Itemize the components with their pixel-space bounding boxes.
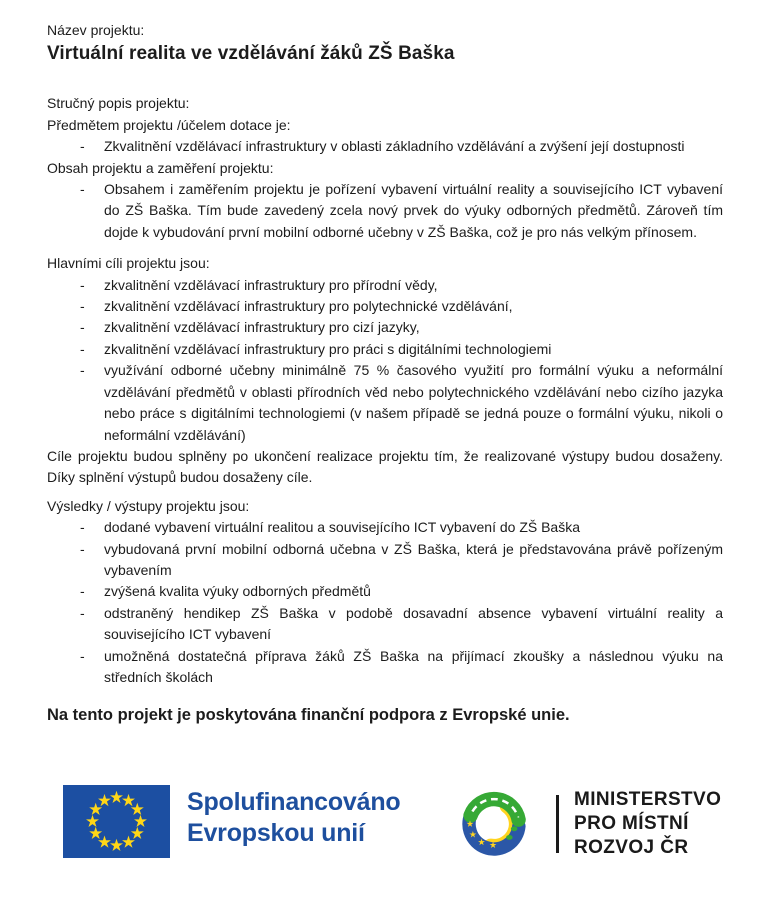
list-item: [47, 646, 723, 689]
purpose-label: Předmětem projektu /účelem dotace je:: [47, 116, 291, 133]
bullet-dash: -: [80, 298, 85, 315]
list-item: [47, 517, 723, 538]
spacer: [47, 67, 723, 93]
list-item: [47, 275, 723, 296]
spacer: [47, 688, 723, 702]
funding-note: Na tento projekt je poskytována finanční podpora z Evropské unie.: [47, 706, 570, 725]
list-item: [47, 603, 723, 646]
list-item: [47, 179, 723, 243]
eu-cofunded-line1: Spolufinancováno: [187, 788, 401, 817]
content-label: Obsah projektu a zaměření projektu:: [47, 159, 274, 176]
mmr-text: [574, 788, 721, 860]
eu-cofunded-line2: Evropskou unií: [187, 819, 365, 848]
list-item: [47, 539, 723, 582]
list-item-text: zkvalitnění vzdělávací infrastruktury pro práci s digitálními technologiemi: [104, 340, 552, 357]
footer-logos: [0, 783, 768, 873]
divider: [556, 795, 559, 853]
spacer: [47, 489, 723, 496]
bullet-dash: -: [80, 583, 85, 600]
bullet-dash: -: [80, 362, 85, 379]
list-item-text: zvýšená kvalita výuky odborných předmětů: [104, 583, 371, 600]
list-item-text: zkvalitnění vzdělávací infrastruktury pro cizí jazyky,: [104, 319, 420, 336]
eu-cofunded-text: [187, 785, 400, 849]
bullet-dash: -: [80, 319, 85, 336]
bullet-dash: -: [80, 181, 85, 198]
list-item: [47, 339, 723, 360]
bullet-dash: -: [80, 276, 85, 293]
project-title: Virtuální realita ve vzdělávání žáků ZŠ Baška: [47, 43, 455, 65]
list-item-text: odstraněný hendikep ZŠ Baška v podobě dosavadní absence vybavení virtuální reality a souvisejícího ICT vybavení: [104, 604, 723, 643]
eu-cofunded-logo: [63, 785, 400, 858]
goals-closing: Cíle projektu budou splněny po ukončení realizace projektu tím, že realizované výstupy budou dosaženy. Díky splnění výstupů budou dosaženy cíle.: [47, 447, 723, 486]
bullet-dash: -: [80, 604, 85, 621]
brief-label: Stručný popis projektu:: [47, 95, 190, 112]
mmr-logo: [446, 785, 721, 863]
eu-flag-icon: [63, 785, 170, 858]
list-item: [47, 317, 723, 338]
bullet-dash: -: [80, 540, 85, 557]
list-item: [47, 136, 723, 157]
list-item-text: Obsahem i zaměřením projektu je pořízení vybavení virtuální reality a souvisejícího ICT vybavení do ZŠ Baška. Tím bude zavedený zcela nový prvek do výuky odborných předmětů. Zároveň tím dojde k vybudování první mobilní odborné učebny v ZŠ Baška, což je pro nás velkým přínosem.: [104, 181, 723, 240]
spacer: [47, 243, 723, 253]
list-item-text: Zkvalitnění vzdělávací infrastruktury v oblasti základního vzdělávání a zvýšení její dostupnosti: [104, 138, 685, 155]
list-item-text: zkvalitnění vzdělávací infrastruktury pro přírodní vědy,: [104, 276, 438, 293]
goals-label: Hlavními cíli projektu jsou:: [47, 255, 210, 272]
results-label: Výsledky / výstupy projektu jsou:: [47, 497, 250, 514]
bullet-dash: -: [80, 340, 85, 357]
list-item-text: umožněná dostatečná příprava žáků ZŠ Baška na přijímací zkoušky a následnou výuku na středních školách: [104, 647, 723, 685]
list-item: [47, 360, 723, 446]
bullet-dash: -: [80, 519, 85, 536]
list-item-text: vybudovaná první mobilní odborná učebna v ZŠ Baška, která je představována právě pořízeným vybavením: [104, 540, 723, 578]
list-item-text: dodané vybavení virtuální realitou a souvisejícího ICT vybavení do ZŠ Baška: [104, 519, 581, 536]
mmr-line1: MINISTERSTVO: [574, 789, 722, 811]
list-item-text: využívání odborné učebny minimálně 75 % časového využití pro formální výuku a neformální vzdělávání předmětů v oblasti přírodních věd nebo polytechnického vzdělávání nebo cizího jazyka nebo práce s digitálními technologiemi (v našem případě se jedná pouze o formální výuku, nikoli o neformální vzdělávání): [104, 362, 723, 443]
mmr-line2: PRO MÍSTNÍ: [574, 813, 689, 835]
mmr-line3: ROZVOJ ČR: [574, 837, 689, 859]
list-item: [47, 296, 723, 317]
bullet-dash: -: [80, 138, 85, 155]
project-name-label: Název projektu:: [47, 22, 145, 38]
mmr-swirl-icon: [446, 785, 542, 863]
list-item: [47, 581, 723, 602]
list-item-text: zkvalitnění vzdělávací infrastruktury pro polytechnické vzdělávání,: [104, 298, 513, 315]
bullet-dash: -: [80, 647, 85, 664]
